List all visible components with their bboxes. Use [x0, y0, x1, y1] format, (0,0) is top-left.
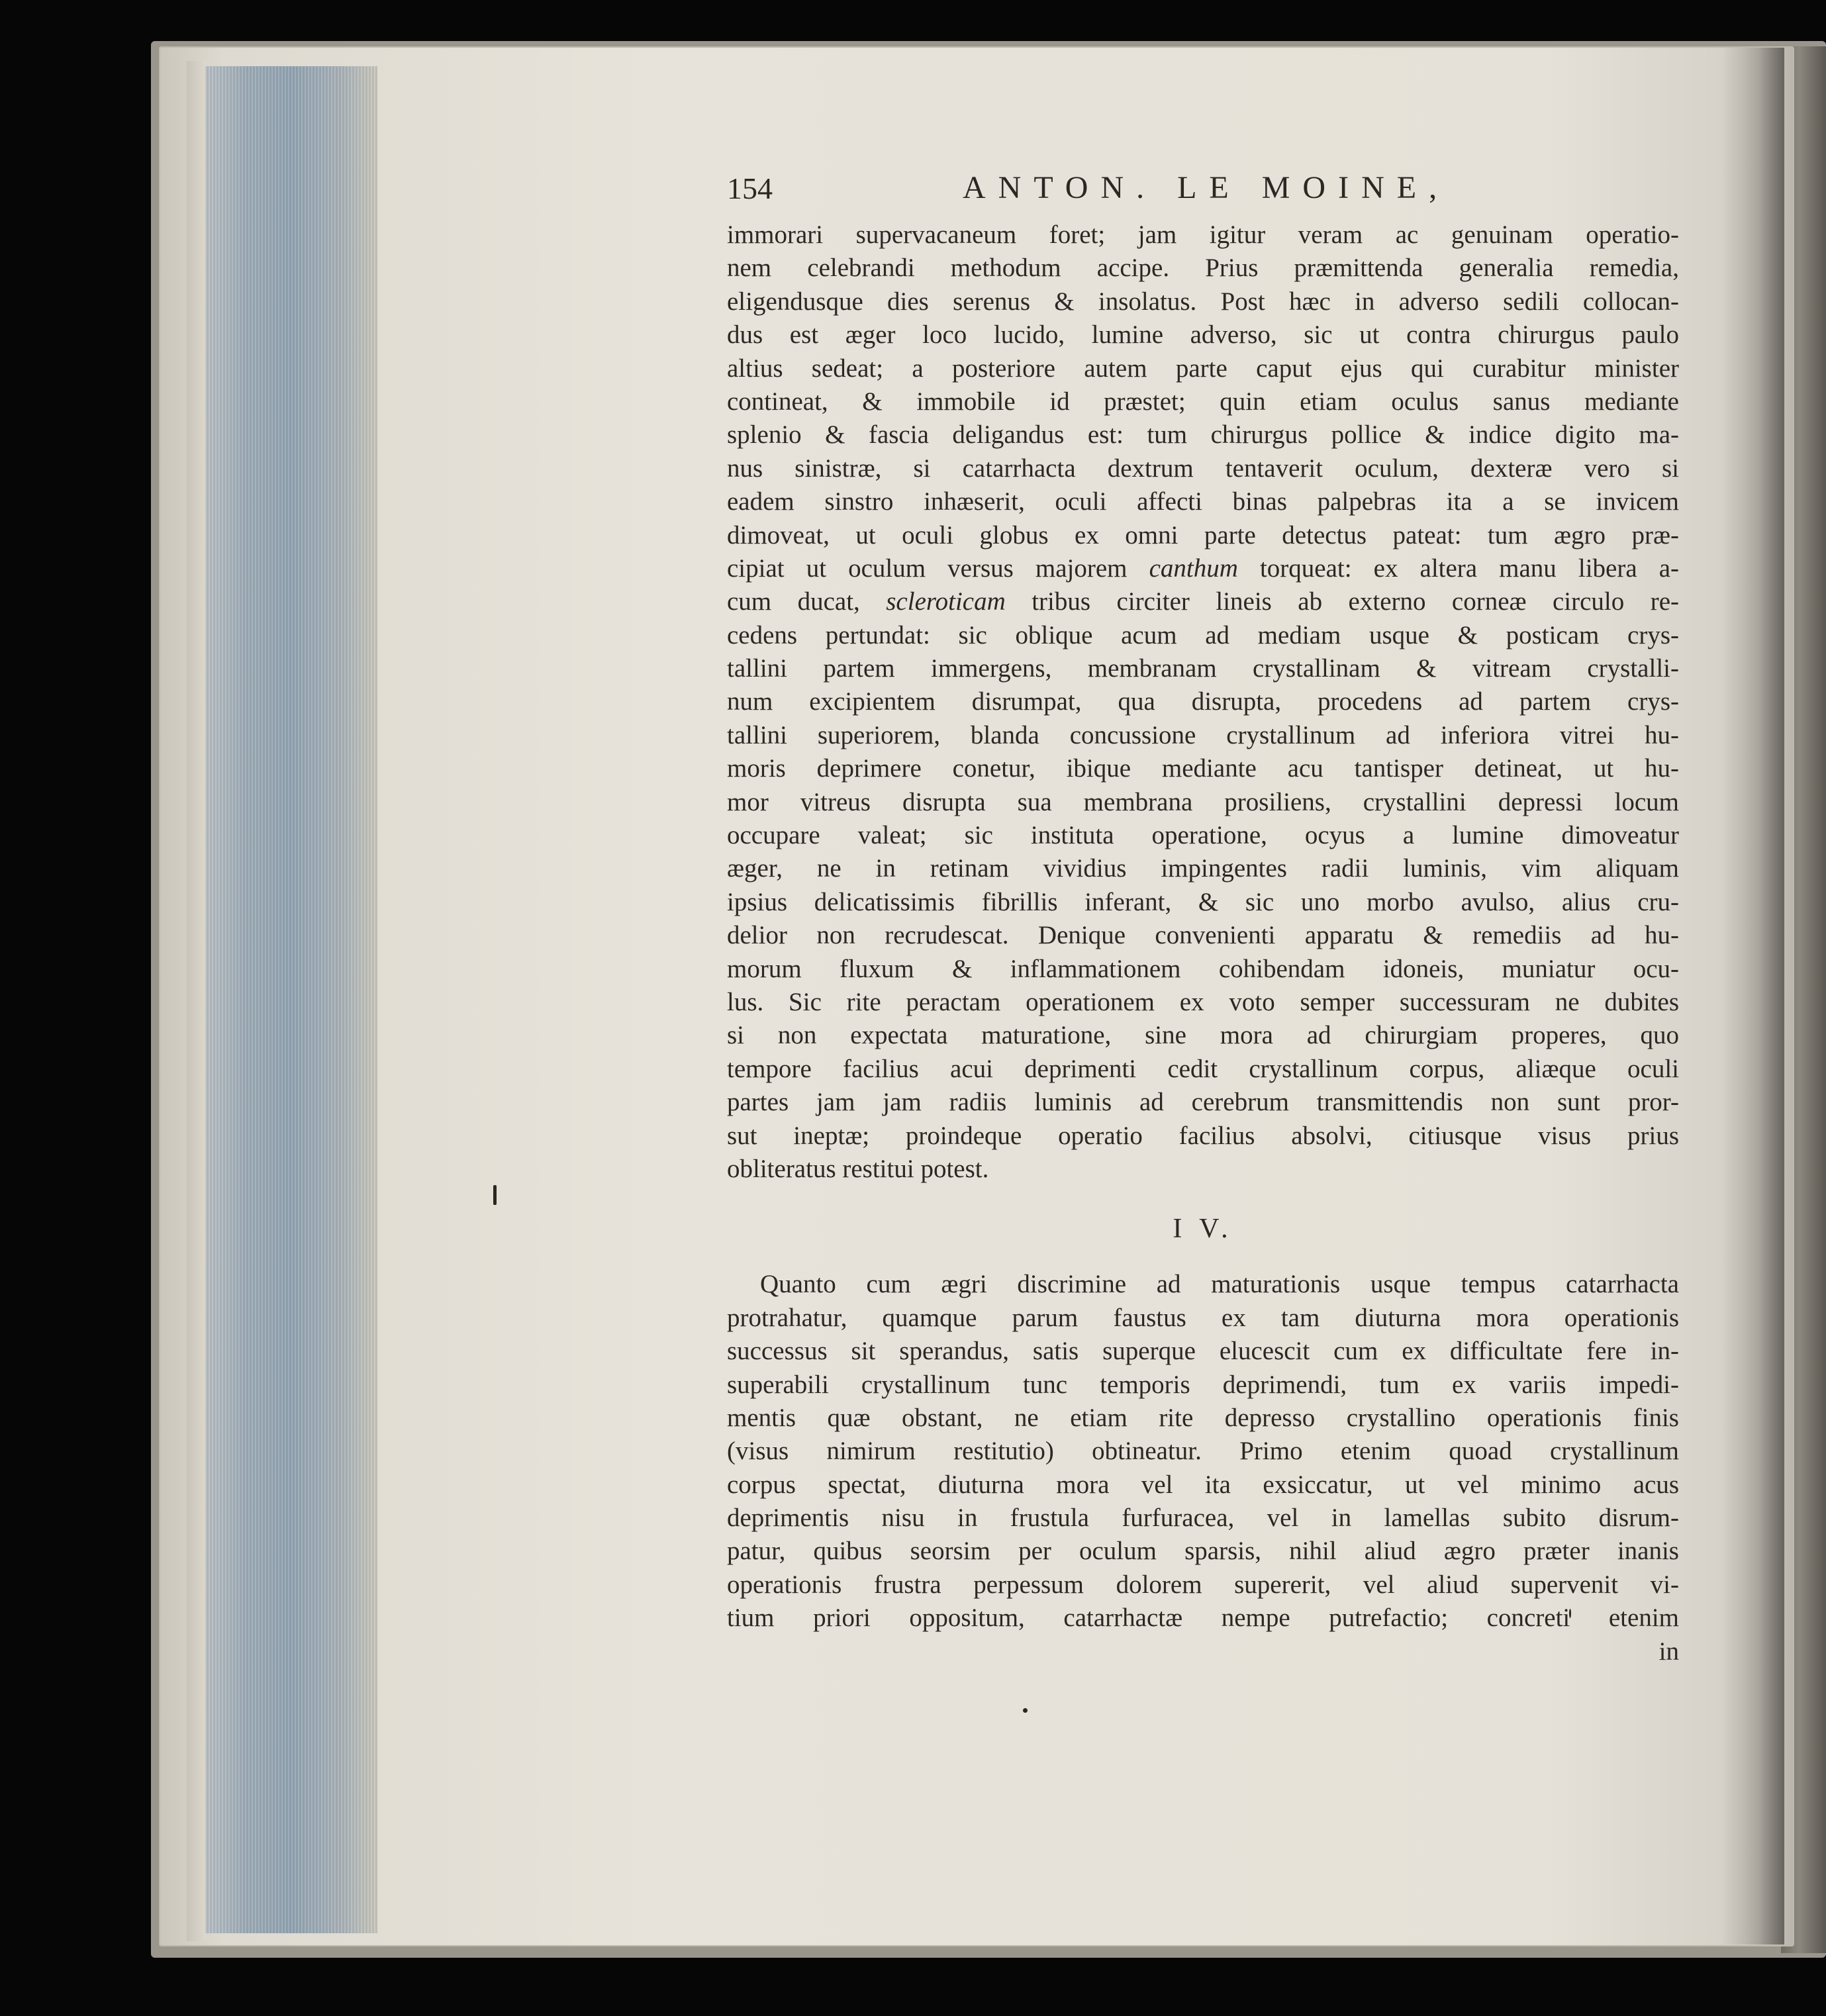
text-line: occupare valeat; sic instituta operatione, ocyus a lumine dimoveatur: [727, 821, 1679, 850]
text-line-with-italic: [727, 552, 1679, 585]
line-segment: tribus circiter lineis ab externo corneæ circulo re-: [1032, 587, 1680, 616]
paragraph-continuation: [727, 218, 1679, 1186]
text-line: patur, quibus seorsim per oculum sparsis, nihil aliud ægro præter inanis: [727, 1537, 1679, 1566]
text-line: cedens pertundat: sic oblique acum ad mediam usque & posticam crys-: [727, 620, 1679, 649]
text-line: operationis frustra perpessum dolorem supererit, vel aliud supervenit vi-: [727, 1570, 1679, 1599]
text-line: eligendusque dies serenus & insolatus. Post hæc in adverso sedili collocan-: [727, 287, 1679, 316]
text-line: mentis quæ obstant, ne etiam rite depresso crystallino operationis finis: [727, 1403, 1679, 1432]
catchword: in: [1658, 1637, 1679, 1666]
text-line: Quanto cum ægri discrimine ad maturationis usque tempus catarrhacta: [760, 1270, 1679, 1299]
text-line: num excipientem disrumpat, qua disrupta, procedens ad partem crys-: [727, 687, 1679, 716]
text-line: dimoveat, ut oculi globus ex omni parte detectus pateat: tum ægro præ-: [727, 520, 1679, 550]
text-line: tallini partem immergens, membranam crystallinam & vitream crystalli-: [727, 654, 1679, 683]
text-line: corpus spectat, diuturna mora vel ita exsiccatur, ut vel minimo acus: [727, 1470, 1679, 1499]
text-line: mor vitreus disrupta sua membrana prosiliens, crystallini depressi locum: [727, 787, 1679, 816]
line-segment: cipiat ut oculum versus majorem: [727, 553, 1128, 583]
text-line: si non expectata maturatione, sine mora ad chirurgiam properes, quo: [727, 1021, 1679, 1050]
text-line: obliteratus restitui potest.: [727, 1154, 989, 1183]
text-block: [727, 159, 1679, 1668]
text-line: splenio & fascia deligandus est: tum chirurgus pollice & indice digito ma-: [727, 420, 1679, 450]
text-line-with-italic: [727, 585, 1679, 618]
text-line: eadem sinstro inhæserit, oculi affecti binas palpebras ita a se invicem: [727, 487, 1679, 516]
text-line: tallini superiorem, blanda concussione crystallinum ad inferiora vitrei hu-: [727, 720, 1679, 749]
text-line: partes jam jam radiis luminis ad cerebrum transmittendis non sunt pror-: [727, 1088, 1679, 1117]
section-heading: I V.: [1173, 1214, 1233, 1245]
gutter-shadow: [1721, 48, 1784, 1944]
text-line: superabili crystallinum tunc temporis deprimendi, tum ex variis impedi-: [727, 1370, 1679, 1399]
text-line: moris deprimere conetur, ibique mediante acu tantisper detineat, ut hu-: [727, 754, 1679, 783]
line-segment: cum ducat,: [727, 587, 860, 616]
sprinkled-fore-edge: [205, 66, 377, 1933]
text-line: ipsius delicatissimis fibrillis inferant, & sic uno morbo avulso, alius cru-: [727, 887, 1679, 916]
paper-speck: [493, 1185, 497, 1205]
line-segment: torqueat: ex altera manu libera a-: [1259, 553, 1680, 583]
text-line: nus sinistræ, si catarrhacta dextrum tentaverit oculum, dexteræ vero si: [727, 454, 1679, 483]
text-line: protrahatur, quamque parum faustus ex tam diuturna mora operationis: [727, 1303, 1679, 1332]
page-stack-edge: [187, 61, 207, 1941]
page-number: 154: [727, 171, 773, 205]
italic-term: scleroticam: [886, 587, 1006, 616]
italic-term: canthum: [1149, 553, 1238, 583]
text-line: (visus nimirum restitutio) obtineatur. Primo etenim quoad crystallinum: [727, 1437, 1679, 1466]
text-line: lus. Sic rite peractam operationem ex voto semper successuram ne dubites: [727, 987, 1679, 1016]
running-title: ANTON. LE MOINE,: [963, 170, 1450, 205]
running-head: [727, 159, 1679, 218]
text-line: delior non recrudescat. Denique convenienti apparatu & remediis ad hu-: [727, 921, 1679, 950]
text-line: tium priori oppositum, catarrhactæ nempe putrefactio; concreti etenim: [727, 1604, 1679, 1633]
text-line: æger, ne in retinam vividius impingentes radii luminis, vim aliquam: [727, 854, 1679, 883]
text-line: morum fluxum & inflammationem cohibendam idoneis, muniatur ocu-: [727, 954, 1679, 983]
paper-speck: [1023, 1708, 1028, 1713]
text-line: nem celebrandi methodum accipe. Prius præmittenda generalia remedia,: [727, 254, 1679, 283]
text-line: immorari supervacaneum foret; jam igitur veram ac genuinam operatio-: [727, 220, 1679, 249]
text-line: altius sedeat; a posteriore autem parte caput ejus qui curabitur minister: [727, 354, 1679, 383]
text-line: dus est æger loco lucido, lumine adverso, sic ut contra chirurgus paulo: [727, 320, 1679, 350]
text-line: successus sit sperandus, satis superque elucescit cum ex difficultate fere in-: [727, 1337, 1679, 1366]
text-line: sut ineptæ; proindeque operatio facilius absolvi, citiusque visus prius: [727, 1121, 1679, 1150]
text-line: deprimentis nisu in frustula furfuracea, vel in lamellas subito disrum-: [727, 1504, 1679, 1533]
text-line: contineat, & immobile id præstet; quin etiam oculus sanus mediante: [727, 387, 1679, 416]
text-line: tempore facilius acui deprimenti cedit crystallinum corpus, aliæque oculi: [727, 1054, 1679, 1083]
paragraph-section-iv: [727, 1268, 1679, 1635]
